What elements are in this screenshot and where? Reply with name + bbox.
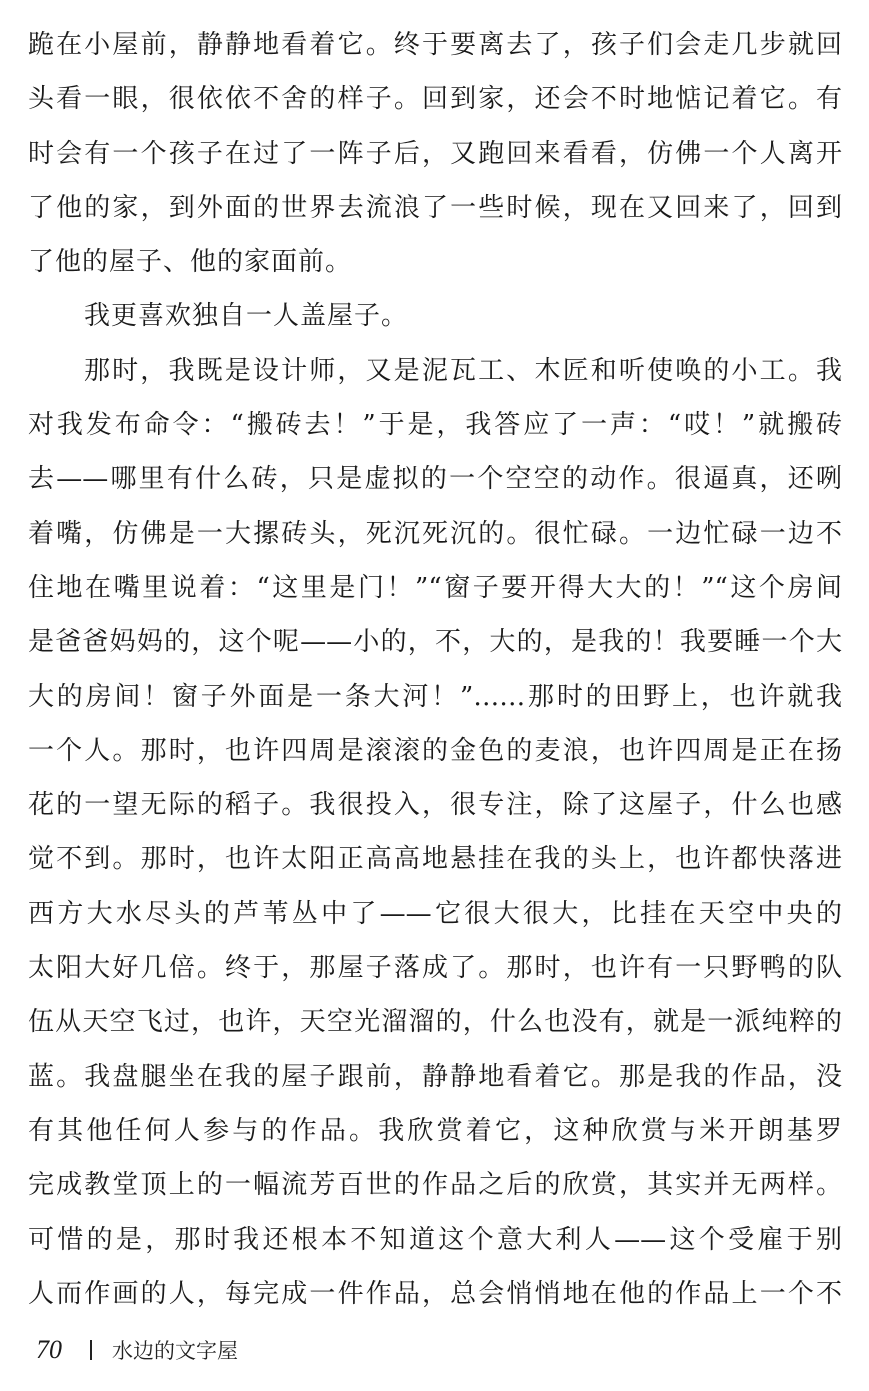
text-line: 觉不到。那时，也许太阳正高高地悬挂在我的头上，也许都快落进 bbox=[28, 844, 842, 875]
text-line: 花的一望无际的稻子。我很投入，很专注，除了这屋子，什么也感 bbox=[28, 790, 842, 821]
text-line: 了他的屋子、他的家面前。 bbox=[28, 247, 353, 278]
text-line: 可惜的是，那时我还根本不知道这个意大利人——这个受雇于别 bbox=[28, 1224, 842, 1255]
text-line: 太阳大好几倍。终于，那屋子落成了。那时，也许有一只野鸭的队 bbox=[28, 953, 842, 984]
text-line: 去——哪里有什么砖，只是虚拟的一个空空的动作。很逼真，还咧 bbox=[28, 464, 842, 495]
body-text bbox=[28, 18, 842, 1321]
text-line: 伍从天空飞过，也许，天空光溜溜的，什么也没有，就是一派纯粹的 bbox=[28, 1007, 842, 1038]
page-footer bbox=[36, 1330, 238, 1370]
text-line: 着嘴，仿佛是一大摞砖头，死沉死沉的。很忙碌。一边忙碌一边不 bbox=[28, 518, 842, 549]
text-line: 人而作画的人，每完成一件作品，总会悄悄地在他的作品上一个不 bbox=[28, 1278, 842, 1309]
text-line: 完成教堂顶上的一幅流芳百世的作品之后的欣赏，其实并无两样。 bbox=[28, 1170, 842, 1201]
text-line: 我更喜欢独自一人盖屋子。 bbox=[84, 301, 409, 332]
page-number: 70 bbox=[36, 1335, 62, 1364]
text-line: 头看一眼，很依依不舍的样子。回到家，还会不时地惦记着它。有 bbox=[28, 84, 842, 115]
text-line: 住地在嘴里说着：“这里是门！”“窗子要开得大大的！”“这个房间 bbox=[28, 572, 842, 603]
text-line: 跪在小屋前，静静地看着它。终于要离去了，孩子们会走几步就回 bbox=[28, 30, 842, 60]
text-line: 那时，我既是设计师，又是泥瓦工、木匠和听使唤的小工。我 bbox=[84, 355, 842, 386]
text-line: 是爸爸妈妈的，这个呢——小的，不，大的，是我的！我要睡一个大 bbox=[28, 627, 842, 658]
text-line: 时会有一个孩子在过了一阵子后，又跑回来看看，仿佛一个人离开 bbox=[28, 138, 842, 169]
text-line: 一个人。那时，也许四周是滚滚的金色的麦浪，也许四周是正在扬 bbox=[28, 735, 842, 766]
book-title: 水边的文字屋 bbox=[112, 1339, 238, 1363]
text-line: 西方大水尽头的芦苇丛中了——它很大很大，比挂在天空中央的 bbox=[28, 898, 842, 929]
text-line: 对我发布命令：“搬砖去！”于是，我答应了一声：“哎！”就搬砖 bbox=[28, 410, 842, 441]
footer-separator bbox=[90, 1340, 92, 1360]
text-line: 蓝。我盘腿坐在我的屋子跟前，静静地看着它。那是我的作品，没 bbox=[28, 1061, 842, 1092]
text-line: 有其他任何人参与的作品。我欣赏着它，这种欣赏与米开朗基罗 bbox=[28, 1115, 842, 1146]
text-line: 大的房间！窗子外面是一条大河！”……那时的田野上，也许就我 bbox=[28, 681, 842, 712]
text-line: 了他的家，到外面的世界去流浪了一些时候，现在又回来了，回到 bbox=[28, 192, 842, 223]
